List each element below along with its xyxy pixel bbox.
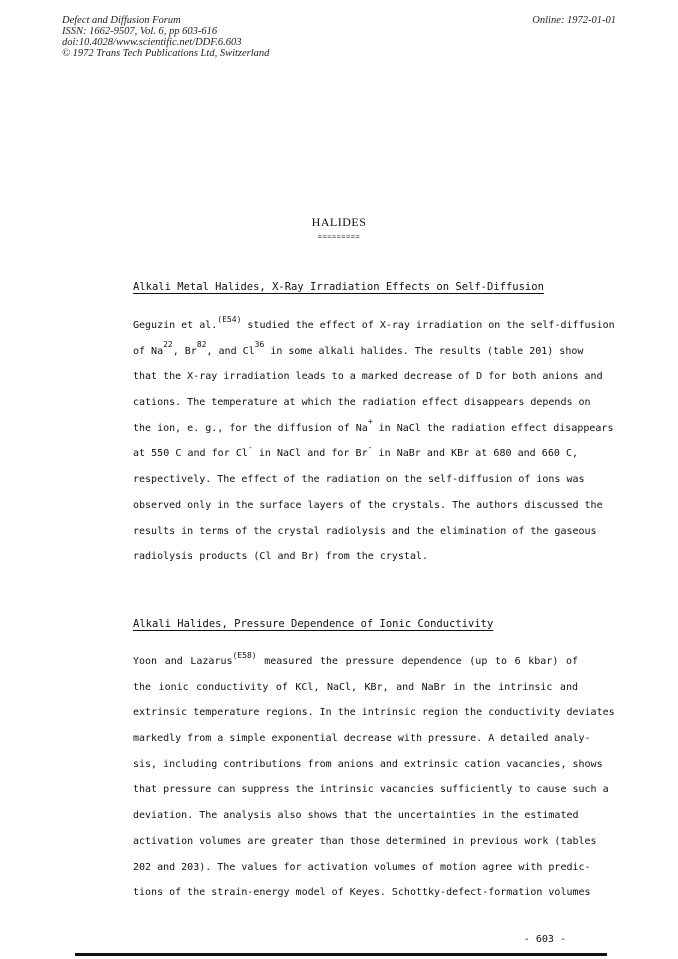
paragraph-line: observed only in the surface layers of the crystals. The authors discussed the [133,499,603,511]
paragraph-line: Yoon and Lazarus$^{(E58)}$ measured the pressure dependence (up to 6 kbar) of [133,650,578,667]
paragraph-line: at 550 C and for Cl- in NaCl and for Br- in NaBr and KBr at 680 and 660 C, [133,443,579,460]
doi-line: doi:10.4028/www.scientific.net/DDF.6.603 [62,37,242,48]
paragraph-line: tions of the strain-energy model of Keyes. Schottky-defect-formation volumes [133,887,591,899]
journal-metadata [62,15,269,59]
paragraph-line: extrinsic temperature regions. In the intrinsic region the conductivity deviates [133,707,615,719]
paragraph-line: that the X-ray irradiation leads to a marked decrease of D for both anions and [133,371,603,383]
paragraph-line: radiolysis products (Cl and Br) from the crystal. [133,551,429,563]
paragraph-line: that pressure can suppress the intrinsic vacancies sufficiently to cause such a [133,784,609,796]
copyright-line: © 1972 Trans Tech Publications Ltd, Switzerland [62,48,270,59]
title-underline-decoration: ========= [317,233,361,241]
paragraph-line: deviation. The analysis also shows that the uncertainties in the estimated [133,810,579,822]
paragraph-line: results in terms of the crystal radiolysis and the elimination of the gaseous [133,525,597,537]
issn-line: ISSN: 1662-9507, Vol. 6, pp 603-616 [62,26,218,37]
section-pressure-dependence [133,618,615,906]
paragraph-line: activation volumes are greater than those determined in previous work (tables [133,835,597,847]
paragraph-line: cations. The temperature at which the radiation effect disappears depends on [133,397,591,409]
paragraph-line: Geguzin et al.$^{(E54)}$ studied the effect of X-ray irradiation on the self-diffusion [133,314,615,331]
paragraph-line: the ionic conductivity of KCl, NaCl, KBr, and NaBr in the intrinsic and [133,681,578,693]
journal-name: Defect and Diffusion Forum [62,15,181,26]
bottom-rule [75,953,607,956]
paragraph-line: the ion, e. g., for the diffusion of Na+ in NaCl the radiation effect disappears [133,417,614,434]
section-heading: Alkali Metal Halides, X-Ray Irradiation Effects on Self-Diffusion [133,281,544,293]
page-number: - 603 - [523,934,566,945]
paragraph-line: of Na$^{22}$, Br$^{82}$, and Cl$^{36}$ in some alkali halides. The results (table 201) show [133,340,584,357]
page-title: HALIDES [311,215,367,229]
section-xray-irradiation [133,281,615,570]
section-heading: Alkali Halides, Pressure Dependence of Ionic Conductivity [133,618,494,630]
paragraph-line: sis, including contributions from anions and extrinsic cation vacancies, shows [133,758,603,770]
paragraph-line: respectively. The effect of the radiation on the self-diffusion of ions was [133,474,585,486]
online-date: Online: 1972-01-01 [532,15,616,26]
paragraph-line: 202 and 203). The values for activation volumes of motion agree with predic- [133,861,591,873]
paragraph-line: markedly from a simple exponential decrease with pressure. A detailed analy- [133,733,591,745]
